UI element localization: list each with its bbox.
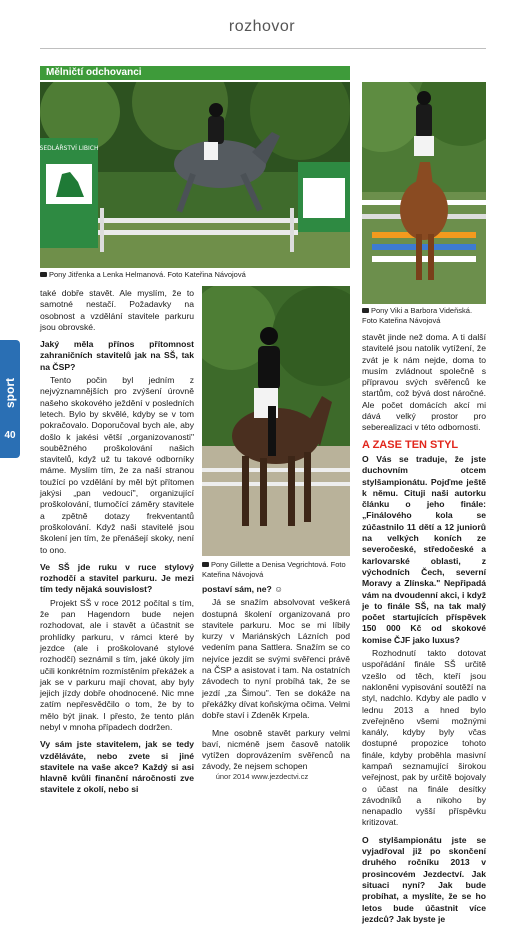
photo-caption: Pony Viki a Barbora Videňská. Foto Kateřina Návojová bbox=[362, 306, 473, 325]
section-banner: Mělničtí odchovanci bbox=[40, 66, 350, 80]
question: O Vás se traduje, že jste duchovním otcem stylšampionátu. Pojďme ještě k němu. Cituji naši autorku článku o jeho finále: „Finálového kola se zúčastnilo 11 dětí a 12 juniorů na velkých koních ze severočeské, středočeské a karlovarské oblasti, z východních Čech, severní Moravy a Zlínska." Nepřipadá vám na dvoudenní akci, i když je to finále SŠ, na tak malý počet startujících příspěvek 150 000 Kč od skokové komise ČJF jako luxus? bbox=[362, 453, 486, 645]
question: Jaký měla přínos přítomnost zahraničních stavitelů jak na SŠ, tak na ČSP? bbox=[40, 339, 194, 372]
photo-caption: Pony Gillette a Denisa Vegrichtová. Foto Kateřina Návojová bbox=[202, 560, 346, 579]
photo-caption: Pony Jitřenka a Lenka Helmanová. Foto Kateřina Návojová bbox=[40, 270, 350, 280]
page-footer: únor 2014 www.jezdectvi.cz bbox=[215, 772, 309, 781]
text-column-2 bbox=[202, 584, 350, 779]
subheading: A ZASE TEN STYL bbox=[362, 438, 459, 451]
page-number: 40 bbox=[4, 430, 16, 441]
header-rule bbox=[40, 48, 486, 49]
question: postaví sám, ne? ☺ bbox=[202, 584, 283, 594]
side-tab-label: sport bbox=[3, 378, 17, 408]
answer: Projekt SŠ v roce 2012 počítal s tím, že pan Hagendorn bude nejen rozhodovat, ale i stavět a účastnit se prohlídky parkuru, v rámci které by jezdce (ale i proškolované stylové rozhodčí) seznámil s tím, jaké úkoly jím učili konkrétním rozmístěním překážek a jak se v parkuru mají chovat, aby byly jejich jízdy dobře ohodnocené. Nic mne zatím nepřesvědčilo o tom, že by to mělo být jinak. I přesto, že tento plán nebyl v mnoha případech dodržen. bbox=[40, 597, 194, 732]
paragraph: také dobře stavět. Ale myslím, že to samotné nestačí. Požadavky na osobnost a vzdělání stavitele parkuru jsou obrovské. bbox=[40, 288, 194, 332]
answer: Já se snažím absolvovat veškerá dostupná školení organizovaná pro stavitele parkuru. Moc se mi líbily kurzy v Mariánských Lázních pod vedením pana Sattlera. Snažím se co nejvíce jezdit se svými svěřenci právě na ČSP a asistovat i tam. Na ostatních závodech to nyní probíhá tak, že se jezdí „za Šimou". Ten se dokáže na překážky dívat koňskýma očima. Velmi dobře staví i Zdeněk Krpela. bbox=[202, 597, 350, 721]
camera-icon bbox=[362, 308, 369, 313]
photo-banner-text: SEDLÁŘSTVÍ LIBICH bbox=[40, 145, 99, 152]
photo-viki bbox=[362, 82, 486, 304]
camera-icon bbox=[202, 562, 209, 567]
answer: Rozhodnutí takto dotovat uspořádání finále SŠ určitě vzešlo od těch, kteří jsou nakloněni vypisování soutěží na styl, nadchlo. Kdyby ale padlo v lednu 2013 a hned bylo zveřejněno všemi možnými kanály, kdyby byly včas dostupné propozice tohoto finále, kdyby proběhla masivní kampaň seznamující širokou veřejnost, pak by určitě bojovaly o účast na finále desítky závodníků a nikoho by nenapadlo vyšší příspěvku kritizovat. bbox=[362, 648, 486, 828]
text-column-1 bbox=[40, 288, 194, 798]
answer: Mne osobně stavět parkury velmi baví, nicméně jsem časově natolik vytížen doprovázením svěřenců na závody, že nejsem schopen bbox=[202, 727, 350, 772]
question: Vy sám jste stavitelem, jak se tedy vzděláváte, nebo zvete si jiné stavitele na vaše akce? Každý si asi hlavně kvůli finanční náročnosti zve stavitele z okolí, nebo si bbox=[40, 739, 194, 795]
text-column-3 bbox=[362, 332, 486, 927]
question: Ve SŠ jde ruku v ruce stylový rozhodčí a stavitel parkuru. Je mezi tím tedy nějaká souvislost? bbox=[40, 561, 194, 595]
camera-icon bbox=[40, 272, 47, 277]
answer: Tento počin byl jedním z nejvýznamnějších pro zvýšení úrovně našeho skokového ježdění v posledních letech. Bylo by skvělé, kdyby se v tom pokračovalo. Doporučoval bych ale, aby došlo k jakési větší „organizovanosti" souběžného proškolování našich stavitelů, když už tu takové odborníky máme. Myslím tím, že za naší stranou toužící po vzdělání by měl být přítomen jakýsi „pan vedoucí", organizující proškolování, tlumočící záměry stavitele a zpětně dotazy frekventantů proškolování. Když naši stavitelé jsou školení jen tím, že přenášejí skoky, není to ono. bbox=[40, 375, 194, 555]
photo-jitrenka bbox=[40, 82, 350, 268]
section-title: rozhovor bbox=[228, 18, 296, 35]
paragraph: stavět jinde než doma. A ti další stavitelé jsou natolik vytížení, že zvát je k nám nejde, doma to musím zvládnout společně s přípravou svých svěřenců ke startům, což bývá dost náročné. Ale počet domácích akcí mi dává velký prostor pro seberealizaci v této odbornosti. bbox=[362, 332, 486, 433]
question: O stylšampionátu jste se vyjadřoval již po skončení druhého ročníku 2013 v prosincovém Jezdectví. Jak situaci nyní? Jak bude probíhat, a myslíte, že se ho letos bude účastnit více jezdců? Jak byste je bbox=[362, 834, 486, 924]
photo-gillette bbox=[202, 286, 350, 556]
